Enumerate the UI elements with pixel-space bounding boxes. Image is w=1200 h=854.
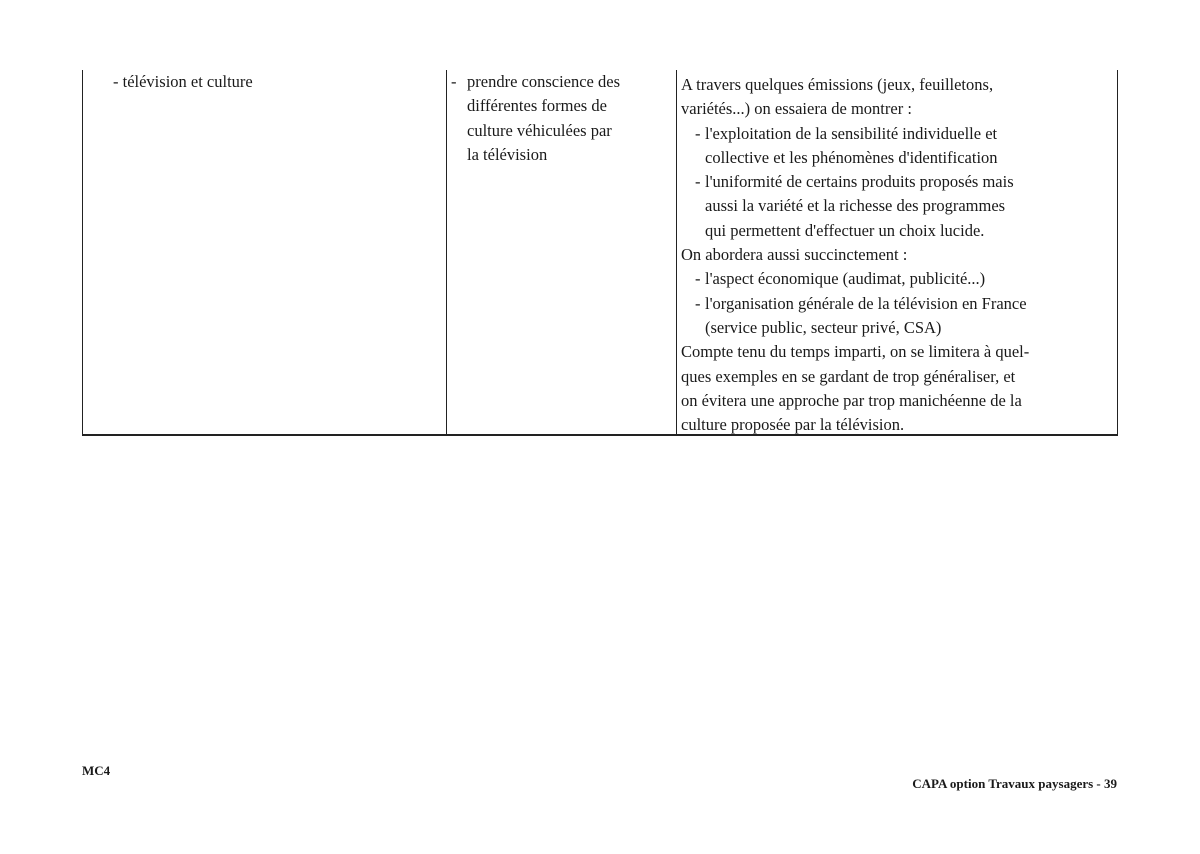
text-line: Compte tenu du temps imparti, on se limitera à quel- (681, 342, 1030, 362)
text-line: variétés...) on essaiera de montrer : (681, 99, 912, 119)
first-list (681, 122, 1115, 243)
topic-cell (113, 70, 433, 94)
list-item (681, 170, 1115, 243)
objective-line: prendre conscience des (467, 72, 621, 91)
text-line: on évitera une approche par trop manichéenne de la (681, 390, 1022, 410)
intro-paragraph (681, 73, 1115, 122)
conclusion-paragraph (681, 340, 1115, 437)
text-line: culture proposée par la télévision. (681, 415, 905, 435)
objective-item (451, 70, 673, 167)
footer-page-label: CAPA option Travaux paysagers - 39 (912, 776, 1117, 791)
text-line: aussi la variété et la richesse des programmes (705, 196, 1006, 216)
dash-marker: - (695, 269, 701, 289)
text-line: (service public, secteur privé, CSA) (705, 317, 942, 337)
objective-line: différentes formes de (467, 96, 607, 116)
dash-marker: - (695, 172, 701, 192)
text-line: collective et les phénomènes d'identification (705, 147, 998, 167)
program-table (82, 70, 1118, 436)
column-divider (446, 70, 447, 434)
column-divider (676, 70, 677, 434)
text-line: l'exploitation de la sensibilité individuelle et (705, 123, 998, 143)
text-line: A travers quelques émissions (jeux, feuilletons, (681, 75, 994, 94)
list-item (681, 267, 1115, 291)
dash-marker: - (695, 123, 701, 143)
text-line: ques exemples en se gardant de trop généraliser, et (681, 366, 1016, 386)
text-line: qui permettent d'effectuer un choix lucide. (705, 220, 985, 240)
text-line: l'uniformité de certains produits proposés mais (705, 172, 1014, 192)
objective-cell (451, 70, 673, 167)
dash-marker: - (451, 72, 457, 91)
list-item (681, 122, 1115, 171)
text-line: l'aspect économique (audimat, publicité...) (705, 269, 986, 289)
dash-marker: - (695, 293, 701, 313)
list-item (681, 292, 1115, 341)
second-list (681, 267, 1115, 340)
objective-line: culture véhiculées par (467, 120, 612, 140)
objective-line: la télévision (467, 144, 548, 164)
second-intro: On abordera aussi succinctement : (681, 245, 908, 265)
footer-module-code: MC4 (82, 763, 111, 778)
text-line: l'organisation générale de la télévision en France (705, 293, 1027, 313)
comments-cell (681, 73, 1115, 437)
topic-item: - télévision et culture (113, 72, 253, 91)
